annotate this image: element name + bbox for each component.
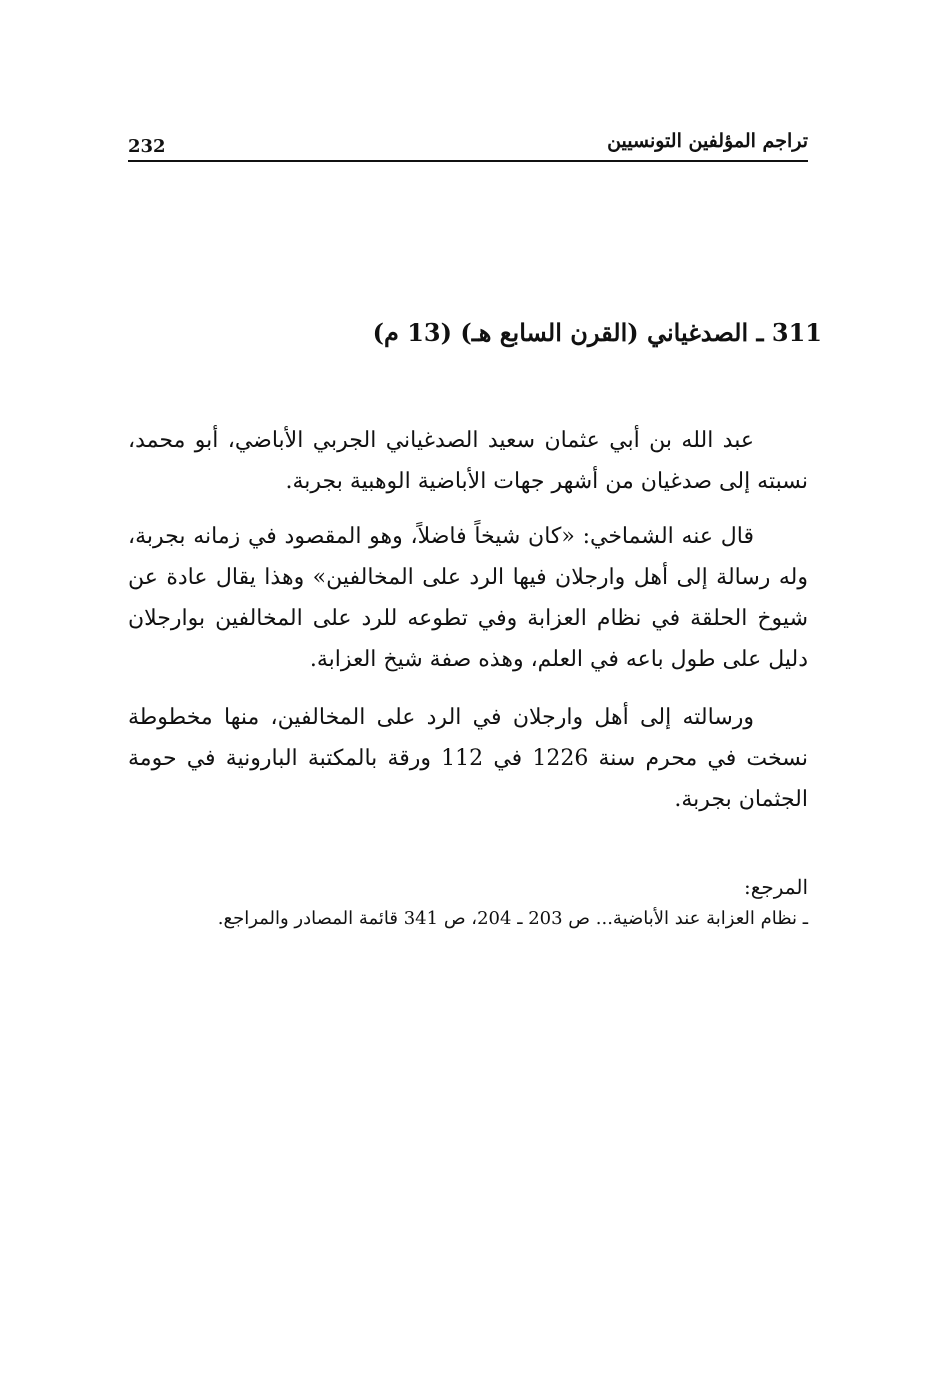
references-label: المرجع: [744, 875, 808, 899]
page-number: 232 [128, 136, 166, 157]
paragraph-1 [128, 420, 808, 502]
reference-item: ـ نظام العزابة عند الأباضية... ص 203 ـ 204، ص 341 قائمة المصادر والمراجع. [217, 908, 808, 929]
paragraph-text: عبد الله بن أبي عثمان سعيد الصدغياني الجربي الأباضي، أبو محمد، نسبته إلى صدغيان من أشهر جهات الأباضية الوهبية بجربة. [128, 428, 808, 494]
page-header [128, 126, 808, 162]
paragraph-text: ورسالته إلى أهل وارجلان في الرد على المخالفين، منها مخطوطة نسخت في محرم سنة 1226 في 112 ورقة بالمكتبة البارونية في حومة الجثمان بجربة. [128, 705, 808, 812]
paragraph-text: قال عنه الشماخي: «كان شيخاً فاضلاً، وهو المقصود في زمانه بجربة، وله رسالة إلى أهل وارجلان فيها الرد على المخالفين» وهذا يقال عادة عن شيوخ الحلقة في نظام العزابة وفي تطوعه للرد على المخالفين بوارجلان دليل على طول باعه في العلم، وهذه صفة شيخ العزابة. [128, 524, 808, 672]
paragraph-2 [128, 516, 808, 680]
running-title: تراجم المؤلفين التونسيين [607, 130, 808, 152]
references-section [128, 870, 808, 934]
entry-heading: 311 ـ الصدغياني (القرن السابع هـ) (13 م) [372, 318, 822, 347]
paragraph-3 [128, 697, 808, 820]
